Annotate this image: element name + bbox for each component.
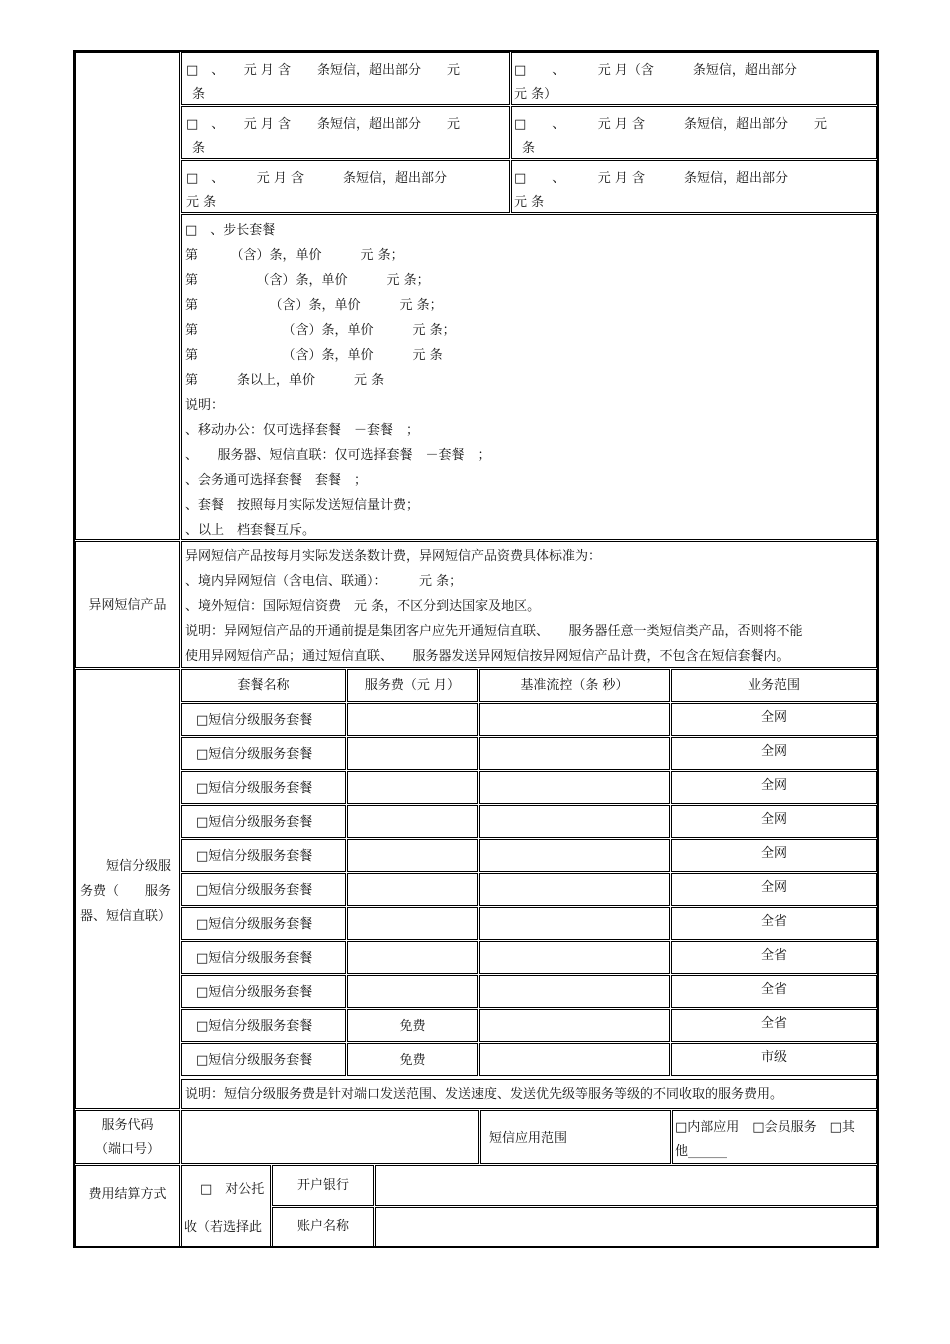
tiered-cell-scope bbox=[671, 703, 877, 736]
bank-label: 开户银行 bbox=[296, 1178, 349, 1193]
package-cell-3-right bbox=[511, 160, 877, 213]
tiered-scope-text: 市级 bbox=[760, 1050, 787, 1065]
tiered-cell-fee[interactable] bbox=[347, 941, 478, 974]
tiered-note: 说明：短信分级服务费是针对端口发送范围、发送速度、发送优先级等服务等级的不同收取的服务费用。 bbox=[185, 1087, 784, 1102]
tiered-name-text: □短信分级服务套餐 bbox=[196, 849, 313, 864]
label-cell-settlement bbox=[75, 1165, 180, 1247]
tiered-cell-flow[interactable] bbox=[479, 805, 670, 838]
account-label: 账户名称 bbox=[296, 1219, 349, 1234]
package-cell-1-left bbox=[181, 52, 510, 105]
offnet-line: 、境外短信：国际短信资费 元 条，不区分到达国家及地区。 bbox=[185, 599, 541, 614]
tiered-cell-fee[interactable] bbox=[347, 1043, 478, 1076]
service-code-label: （端口号） bbox=[94, 1142, 160, 1157]
label-cell-packages bbox=[75, 52, 180, 540]
tiered-cell-scope bbox=[671, 873, 877, 906]
tiered-cell-scope bbox=[671, 941, 877, 974]
settlement-method-line: □ 对公托 bbox=[200, 1182, 265, 1197]
tiered-cell-scope bbox=[671, 839, 877, 872]
tiered-cell-flow[interactable] bbox=[479, 771, 670, 804]
tiered-scope-text: 全省 bbox=[760, 948, 787, 963]
package-text: □ 、 元 月 含 条短信，超出部分 元 bbox=[514, 117, 828, 132]
settlement-method-line: 收（若选择此 bbox=[184, 1220, 263, 1235]
tiered-cell-flow[interactable] bbox=[479, 737, 670, 770]
tiered-scope-text: 全网 bbox=[760, 812, 787, 827]
tiered-name-text: □短信分级服务套餐 bbox=[196, 1019, 313, 1034]
offnet-line: 异网短信产品按每月实际发送条数计费，异网短信产品资费具体标准为： bbox=[185, 549, 602, 564]
tiered-cell-flow[interactable] bbox=[479, 703, 670, 736]
tiered-name-text: □短信分级服务套餐 bbox=[196, 917, 313, 932]
package-text: 条 bbox=[192, 87, 206, 102]
tiered-cell-scope bbox=[671, 771, 877, 804]
step-line: 、会务通可选择套餐 套餐 ； bbox=[185, 473, 368, 488]
tiered-header-label: 套餐名称 bbox=[237, 678, 290, 693]
tiered-header-cell bbox=[479, 669, 670, 702]
step-line: 、 服务器、短信直联：仅可选择套餐 －套餐 ； bbox=[185, 448, 491, 463]
tiered-header-cell bbox=[181, 669, 346, 702]
account-input[interactable] bbox=[375, 1207, 877, 1247]
step-line: 、套餐 按照每月实际发送短信量计费； bbox=[185, 498, 420, 513]
tiered-name-text: □短信分级服务套餐 bbox=[196, 1053, 313, 1068]
bank-input[interactable] bbox=[375, 1165, 877, 1206]
tiered-cell-fee[interactable] bbox=[347, 873, 478, 906]
tiered-header-label: 业务范围 bbox=[747, 678, 800, 693]
tiered-cell-name[interactable] bbox=[181, 907, 346, 940]
tiered-cell-scope bbox=[671, 1009, 877, 1042]
package-text: 条 bbox=[522, 141, 536, 156]
tiered-cell-name[interactable] bbox=[181, 1043, 346, 1076]
tiered-cell-name[interactable] bbox=[181, 975, 346, 1008]
step-line: 第 （含）条，单价 元 条 bbox=[185, 348, 443, 363]
tiered-cell-flow[interactable] bbox=[479, 1009, 670, 1042]
tiered-name-text: □短信分级服务套餐 bbox=[196, 747, 313, 762]
sms-scope-options[interactable] bbox=[672, 1110, 877, 1164]
package-text: 元 条 bbox=[186, 195, 217, 210]
tiered-cell-scope bbox=[671, 805, 877, 838]
service-code-label: 服务代码 bbox=[101, 1118, 154, 1133]
tiered-scope-text: 全网 bbox=[760, 846, 787, 861]
package-text: 条 bbox=[192, 141, 206, 156]
tiered-cell-fee[interactable] bbox=[347, 703, 478, 736]
package-text: □ 、 元 月 含 条短信，超出部分 元 bbox=[186, 63, 461, 78]
tiered-cell-name[interactable] bbox=[181, 771, 346, 804]
tiered-scope-text: 全网 bbox=[760, 778, 787, 793]
tiered-cell-fee[interactable] bbox=[347, 1009, 478, 1042]
tiered-cell-flow[interactable] bbox=[479, 839, 670, 872]
tiered-cell-name[interactable] bbox=[181, 737, 346, 770]
tiered-scope-text: 全省 bbox=[760, 914, 787, 929]
bank-label-cell bbox=[272, 1165, 374, 1206]
tiered-name-text: □短信分级服务套餐 bbox=[196, 951, 313, 966]
step-line: 第 （含）条，单价 元 条； bbox=[185, 273, 430, 288]
tiered-cell-name[interactable] bbox=[181, 839, 346, 872]
tiered-cell-name[interactable] bbox=[181, 873, 346, 906]
step-line: □ 、步长套餐 bbox=[185, 223, 276, 238]
step-line: 、以上 档套餐互斥。 bbox=[185, 523, 316, 538]
label-cell-service-code bbox=[75, 1110, 180, 1164]
tiered-header-cell bbox=[671, 669, 877, 702]
tiered-cell-flow[interactable] bbox=[479, 1043, 670, 1076]
tiered-cell-fee[interactable] bbox=[347, 907, 478, 940]
tiered-cell-flow[interactable] bbox=[479, 873, 670, 906]
package-text: 元 条 bbox=[514, 195, 545, 210]
package-text: □ 、 元 月 含 条短信，超出部分 bbox=[514, 171, 789, 186]
label-cell-tiered bbox=[75, 669, 180, 1109]
tiered-cell-scope bbox=[671, 975, 877, 1008]
sms-scope-option-line: 他______ bbox=[675, 1144, 728, 1159]
label-cell-offnet bbox=[75, 541, 180, 668]
step-line: 第 条以上，单价 元 条 bbox=[185, 373, 385, 388]
tiered-name-text: □短信分级服务套餐 bbox=[196, 883, 313, 898]
offnet-line: 说明：异网短信产品的开通前提是集团客户应先开通短信直联、 服务器任意一类短信类产品，否则将不能 bbox=[185, 624, 803, 639]
sms-scope-option-line: □内部应用 □会员服务 □其 bbox=[675, 1120, 855, 1135]
offnet-line: 、境内异网短信（含电信、联通）： 元 条； bbox=[185, 574, 463, 589]
tiered-fee-text: 免费 bbox=[399, 1019, 426, 1034]
tiered-cell-name[interactable] bbox=[181, 805, 346, 838]
settlement-method-cell[interactable] bbox=[181, 1165, 271, 1247]
tiered-cell-name[interactable] bbox=[181, 1009, 346, 1042]
tiered-label: 短信分级服 bbox=[106, 859, 172, 874]
tiered-label: 务费（ 服务 bbox=[80, 884, 172, 899]
tiered-cell-scope bbox=[671, 737, 877, 770]
offnet-label: 异网短信产品 bbox=[88, 598, 167, 613]
offnet-line: 使用异网短信产品；通过短信直联、 服务器发送异网短信按异网短信产品计费，不包含在短信套餐内。 bbox=[185, 649, 790, 664]
tiered-name-text: □短信分级服务套餐 bbox=[196, 985, 313, 1000]
step-line: 第 （含）条，单价 元 条； bbox=[185, 298, 443, 313]
step-line: 第 （含）条，单价 元 条； bbox=[185, 248, 404, 263]
step-line: 第 （含）条，单价 元 条； bbox=[185, 323, 456, 338]
tiered-scope-text: 全省 bbox=[760, 982, 787, 997]
service-code-input[interactable] bbox=[181, 1110, 479, 1164]
tiered-header-label: 服务费（元 月） bbox=[364, 678, 461, 693]
step-package-cell bbox=[181, 214, 877, 540]
package-text: □ 、 元 月 含 条短信，超出部分 元 bbox=[186, 117, 461, 132]
step-line: 说明： bbox=[185, 398, 225, 413]
tiered-cell-fee[interactable] bbox=[347, 975, 478, 1008]
tiered-name-text: □短信分级服务套餐 bbox=[196, 815, 313, 830]
tiered-cell-flow[interactable] bbox=[479, 907, 670, 940]
tiered-header-cell bbox=[347, 669, 478, 702]
tiered-note-cell bbox=[181, 1079, 877, 1109]
tiered-cell-flow[interactable] bbox=[479, 941, 670, 974]
package-cell-2-right bbox=[511, 106, 877, 159]
tiered-cell-fee[interactable] bbox=[347, 771, 478, 804]
tiered-label: 器、短信直联） bbox=[80, 909, 172, 924]
account-label-cell bbox=[272, 1207, 374, 1247]
step-line: 、移动办公：仅可选择套餐 －套餐 ； bbox=[185, 423, 420, 438]
package-text: □ 、 元 月（含 条短信，超出部分 bbox=[514, 63, 797, 78]
package-text: □ 、 元 月 含 条短信，超出部分 bbox=[186, 171, 448, 186]
package-cell-1-right bbox=[511, 52, 877, 105]
tiered-scope-text: 全网 bbox=[760, 710, 787, 725]
tiered-cell-fee[interactable] bbox=[347, 805, 478, 838]
tiered-cell-fee[interactable] bbox=[347, 737, 478, 770]
package-cell-3-left bbox=[181, 160, 510, 213]
package-text: 元 条） bbox=[514, 87, 558, 102]
tiered-cell-scope bbox=[671, 907, 877, 940]
tiered-cell-scope bbox=[671, 1043, 877, 1076]
tiered-scope-text: 全网 bbox=[760, 744, 787, 759]
sms-scope-label-cell bbox=[480, 1110, 671, 1164]
tiered-cell-name[interactable] bbox=[181, 941, 346, 974]
tiered-cell-name[interactable] bbox=[181, 703, 346, 736]
tiered-scope-text: 全省 bbox=[760, 1016, 787, 1031]
tiered-name-text: □短信分级服务套餐 bbox=[196, 713, 313, 728]
tiered-name-text: □短信分级服务套餐 bbox=[196, 781, 313, 796]
package-cell-2-left bbox=[181, 106, 510, 159]
sms-scope-label: 短信应用范围 bbox=[489, 1131, 568, 1146]
settlement-label: 费用结算方式 bbox=[88, 1187, 167, 1202]
tiered-scope-text: 全网 bbox=[760, 880, 787, 895]
offnet-cell bbox=[181, 541, 877, 668]
tiered-header-label: 基准流控（条 秒） bbox=[520, 678, 629, 693]
tiered-cell-flow[interactable] bbox=[479, 975, 670, 1008]
tiered-fee-text: 免费 bbox=[399, 1053, 426, 1068]
tiered-cell-fee[interactable] bbox=[347, 839, 478, 872]
